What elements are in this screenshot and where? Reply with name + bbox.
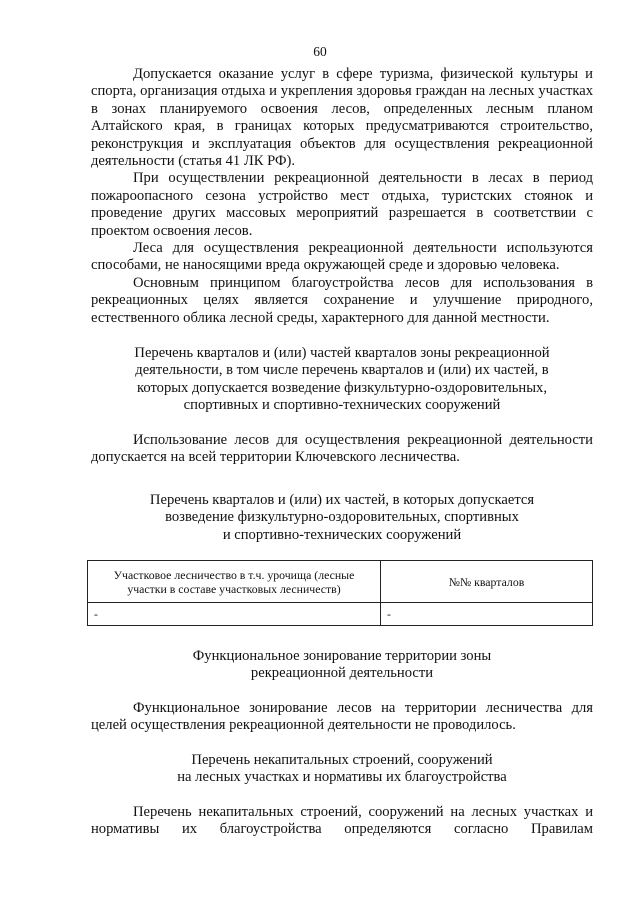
paragraph-zoning-not-done: Функциональное зонирование лесов на территории лесничества для целей осуществления рекреационной деятельности не проводилось. <box>91 700 593 734</box>
table-cell-quarters: - <box>381 603 593 626</box>
heading-line: Функциональное зонирование территории зоны <box>192 648 492 664</box>
paragraph-usage-methods: Леса для осуществления рекреационной деятельности используются способами, не наносящими вреда окружающей среде и здоровью человека. <box>91 240 593 274</box>
intro-text-block <box>91 66 593 327</box>
heading-line: спортивных и спортивно-технических сооружений <box>183 397 501 414</box>
heading-line: и спортивно-технических сооружений <box>222 526 462 543</box>
table-header-row <box>88 561 593 603</box>
heading-line: которых допускается возведение физкультурно-оздоровительных, <box>137 379 547 396</box>
heading-line: деятельности, в том числе перечень кварталов и (или) их частей, в <box>135 362 549 379</box>
heading-line: Перечень некапитальных строений, сооружений <box>191 752 493 768</box>
table-row <box>88 603 593 626</box>
section-heading-recreation-zone-quarters <box>91 345 593 415</box>
heading-line: Перечень кварталов и (или) частей кварталов зоны рекреационной <box>134 345 550 361</box>
paragraph-tourism-services: Допускается оказание услуг в сфере туризма, физической культуры и спорта, организация отдыха и укрепления здоровья граждан на лесных участках в зонах планируемого освоения лесов, определенных лесным планом Алтайского края, в границах которых предусматриваются строительство, реконструкция и эксплуатация объектов для осуществления рекреационной деятельности (статья 41 ЛК РФ). <box>91 66 593 170</box>
section-heading-sports-facilities-quarters <box>91 492 593 544</box>
heading-line: Перечень кварталов и (или) их частей, в которых допускается <box>149 492 535 508</box>
paragraph-landscaping-principle: Основным принципом благоустройства лесов для использования в рекреационных целях является сохранение и улучшение природного, естественного облика лесной среды, характерного для данной местности. <box>91 274 593 326</box>
paragraph-structures-rules: Перечень некапитальных строений, сооружений на лесных участках и нормативы их благоустройства определяются согласно Правилам <box>91 804 593 838</box>
paragraph-fire-season: При осуществлении рекреационной деятельности в лесах в период пожароопасного сезона устройство мест отдыха, туристских стоянок и проведение других массовых мероприятий разрешается в соответствии с проектом освоения лесов. <box>91 170 593 239</box>
page-number: 60 <box>313 44 327 59</box>
paragraph-whole-territory: Использование лесов для осуществления рекреационной деятельности допускается на всей территории Ключевского лесничества. <box>91 432 593 466</box>
table-cell-forestry: - <box>88 603 381 626</box>
table-header-forestry: Участковое лесничество в т.ч. урочища (лесные участки в составе участковых лесничеств) <box>88 561 381 603</box>
section-heading-functional-zoning <box>91 648 593 683</box>
table-header-quarters: №№ кварталов <box>381 561 593 603</box>
heading-line: возведение физкультурно-оздоровительных, спортивных <box>165 509 519 526</box>
section-heading-temporary-structures <box>91 752 593 787</box>
heading-line: на лесных участках и нормативы их благоустройства <box>177 769 507 786</box>
heading-line: рекреационной деятельности <box>250 665 434 682</box>
quarters-table <box>87 560 593 626</box>
